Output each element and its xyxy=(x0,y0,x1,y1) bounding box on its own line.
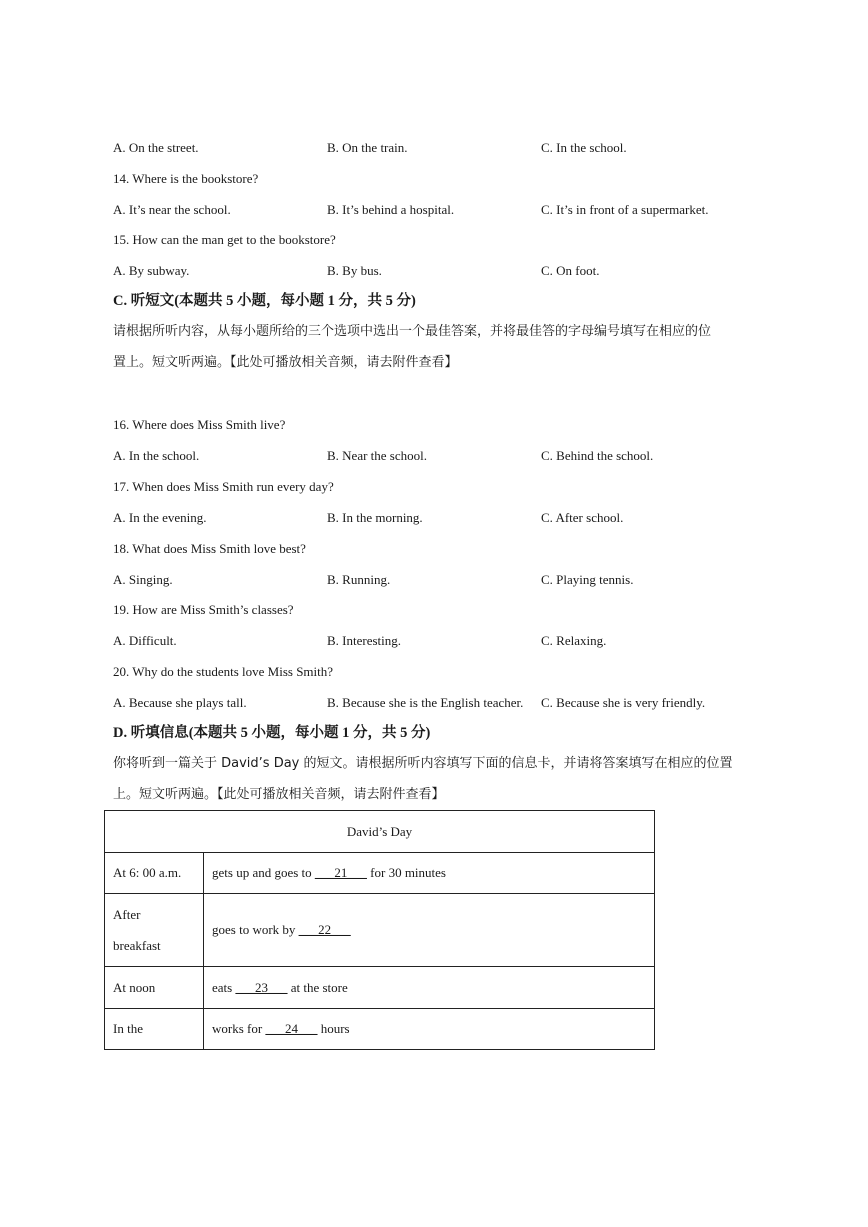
activity-cell xyxy=(204,1009,655,1050)
q19-option-c: C. Relaxing. xyxy=(541,633,607,648)
time-cell: In the xyxy=(105,1009,204,1050)
part-c-heading: C. 听短文(本题共 5 小题，每小题 1 分，共 5 分) xyxy=(113,293,416,309)
q17-option-c: C. After school. xyxy=(541,510,624,525)
activity-text: at the store xyxy=(287,979,348,995)
part-d-instruction-2: 上。短文听两遍。【此处可播放相关音频，请去附件查看】 xyxy=(113,787,445,802)
activity-text: hours xyxy=(317,1021,350,1036)
q16-stem: 16. Where does Miss Smith live? xyxy=(113,417,286,432)
q20-option-a: A. Because she plays tall. xyxy=(113,695,247,710)
q13-option-a: A. On the street. xyxy=(113,140,199,155)
activity-cell xyxy=(204,894,655,967)
time-cell xyxy=(105,894,204,967)
activity-text: eats xyxy=(212,979,236,995)
table-row xyxy=(105,1009,655,1050)
time-line-1: After xyxy=(113,907,141,922)
q13-option-b: B. On the train. xyxy=(327,140,408,155)
activity-text: gets up and goes to xyxy=(212,865,315,880)
q16-option-c: C. Behind the school. xyxy=(541,448,654,463)
q19-option-b: B. Interesting. xyxy=(327,633,402,648)
q14-option-b: B. It’s behind a hospital. xyxy=(327,202,455,217)
q19-stem: 19. How are Miss Smith’s classes? xyxy=(113,602,294,617)
time-line-2: breakfast xyxy=(113,938,161,953)
q18-stem: 18. What does Miss Smith love best? xyxy=(113,541,306,556)
info-card-title-row xyxy=(105,811,655,853)
activity-text: for 30 minutes xyxy=(366,865,446,880)
q16-option-b: B. Near the school. xyxy=(327,448,428,463)
q14-option-a: A. It’s near the school. xyxy=(113,202,231,217)
table-row xyxy=(105,894,655,967)
davids-day-info-card xyxy=(104,810,655,1050)
q15-option-c: C. On foot. xyxy=(541,263,600,278)
part-c-instruction-1: 请根据所听内容，从每小题所给的三个选项中选出一个最佳答案，并将最佳答的字母编号填写在相应的位 xyxy=(113,324,712,339)
activity-cell xyxy=(204,967,655,1009)
answer-blank-22[interactable]: ___22___ xyxy=(298,922,351,937)
answer-blank-21[interactable]: ___21___ xyxy=(314,865,367,880)
q18-option-c: C. Playing tennis. xyxy=(541,572,634,587)
q13-option-c: C. In the school. xyxy=(541,140,627,155)
table-row xyxy=(105,853,655,894)
part-c-instruction-2: 置上。短文听两遍。【此处可播放相关音频，请去附件查看】 xyxy=(113,355,458,370)
activity-text: goes to work by xyxy=(212,922,299,937)
q18-option-a: A. Singing. xyxy=(113,572,173,587)
q16-option-a: A. In the school. xyxy=(113,448,200,463)
q15-option-a: A. By subway. xyxy=(113,263,190,278)
q20-option-b: B. Because she is the English teacher. xyxy=(327,695,524,710)
q19-option-a: A. Difficult. xyxy=(113,633,177,648)
q14-option-c: C. It’s in front of a supermarket. xyxy=(541,202,709,217)
q20-option-c: C. Because she is very friendly. xyxy=(541,695,706,710)
time-cell: At 6: 00 a.m. xyxy=(105,853,204,894)
q15-option-b: B. By bus. xyxy=(327,263,382,278)
answer-blank-23[interactable]: ___23___ xyxy=(235,979,288,995)
activity-cell xyxy=(204,853,655,894)
part-d-heading: D. 听填信息(本题共 5 小题，每小题 1 分，共 5 分) xyxy=(113,725,431,741)
q17-option-a: A. In the evening. xyxy=(113,510,207,525)
part-d-instruction-1: 你将听到一篇关于 David’s Day 的短文。请根据所听内容填写下面的信息卡，并请将答案填写在相应的位置 xyxy=(113,756,733,771)
activity-text: works for xyxy=(212,1021,266,1036)
q17-option-b: B. In the morning. xyxy=(327,510,423,525)
info-card-title: David’s Day xyxy=(105,811,655,853)
q20-stem: 20. Why do the students love Miss Smith? xyxy=(113,664,334,679)
q18-option-b: B. Running. xyxy=(327,572,391,587)
table-row xyxy=(105,967,655,1009)
q17-stem: 17. When does Miss Smith run every day? xyxy=(113,479,334,494)
time-cell: At noon xyxy=(105,967,204,1009)
q14-stem: 14. Where is the bookstore? xyxy=(113,171,259,186)
q15-stem: 15. How can the man get to the bookstore? xyxy=(113,232,336,247)
answer-blank-24[interactable]: ___24___ xyxy=(265,1021,318,1036)
